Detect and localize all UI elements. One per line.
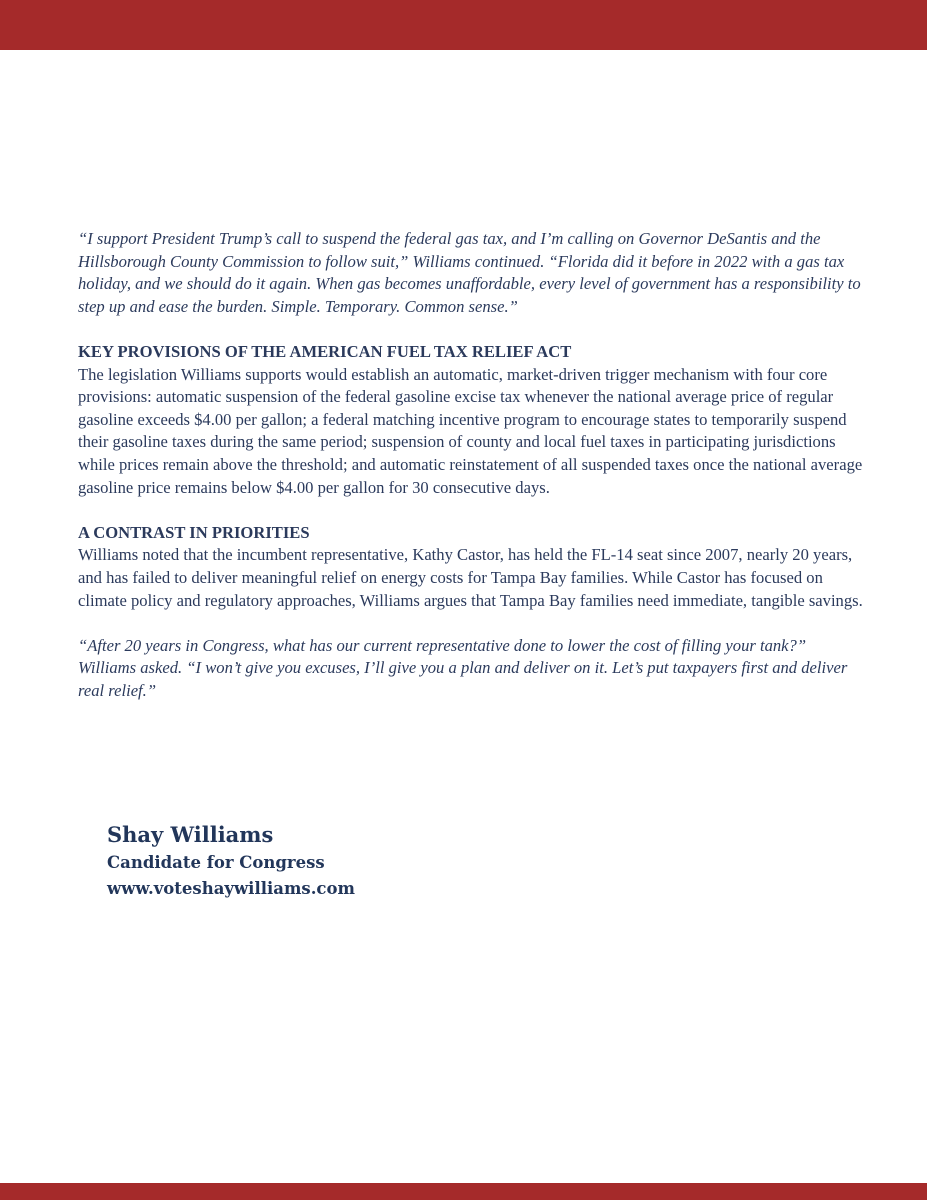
header-accent-bar xyxy=(0,0,927,50)
williams-quote-congress: “After 20 years in Congress, what has our current representative done to lower the cost of filling your tank?” Williams asked. “I won’t give you excuses, I’ll give you a plan and deliver on it. Let’s put taxpayers first and deliver real relief.” xyxy=(78,635,848,700)
footer-accent-bar xyxy=(0,1183,927,1200)
candidate-name: Shay Williams xyxy=(107,822,274,847)
section-heading-key-provisions: KEY PROVISIONS OF THE AMERICAN FUEL TAX RELIEF ACT xyxy=(78,341,572,361)
spacer xyxy=(78,612,863,635)
contrast-paragraph: Williams noted that the incumbent representative, Kathy Castor, has held the FL-14 seat since 2007, nearly 20 years, and has failed to deliver meaningful relief on energy costs for Tampa Bay families. While Castor has focused on climate policy and regulatory approaches, Williams argues that Tampa Bay families need immediate, tangible savings. xyxy=(78,545,863,610)
candidate-title: Candidate for Congress xyxy=(107,853,325,872)
spacer xyxy=(78,318,863,341)
section-heading-contrast: A CONTRAST IN PRIORITIES xyxy=(78,522,310,542)
press-release-body xyxy=(78,228,863,702)
spacer xyxy=(78,499,863,522)
key-provisions-paragraph: The legislation Williams supports would establish an automatic, market-driven trigger mechanism with four core provisions: automatic suspension of the federal gasoline excise tax whenever the national average price of regular gasoline exceeds $4.00 per gallon; a federal matching incentive program to encourage states to temporarily suspend their gasoline taxes during the same period; suspension of county and local fuel taxes in participating jurisdictions while prices remain above the threshold; and automatic reinstatement of all suspended taxes once the national average gasoline price remains below $4.00 per gallon for 30 consecutive days. xyxy=(78,364,863,497)
campaign-website: www.voteshaywilliams.com xyxy=(107,879,355,898)
signature-block xyxy=(107,820,355,902)
williams-quote-gas-tax: “I support President Trump’s call to suspend the federal gas tax, and I’m calling on Governor DeSantis and the Hillsborough County Commission to follow suit,” Williams continued. “Florida did it before in 2022 with a gas tax holiday, and we should do it again. When gas becomes unaffordable, every level of government has a responsibility to step up and ease the burden. Simple. Temporary. Common sense.” xyxy=(78,229,861,316)
